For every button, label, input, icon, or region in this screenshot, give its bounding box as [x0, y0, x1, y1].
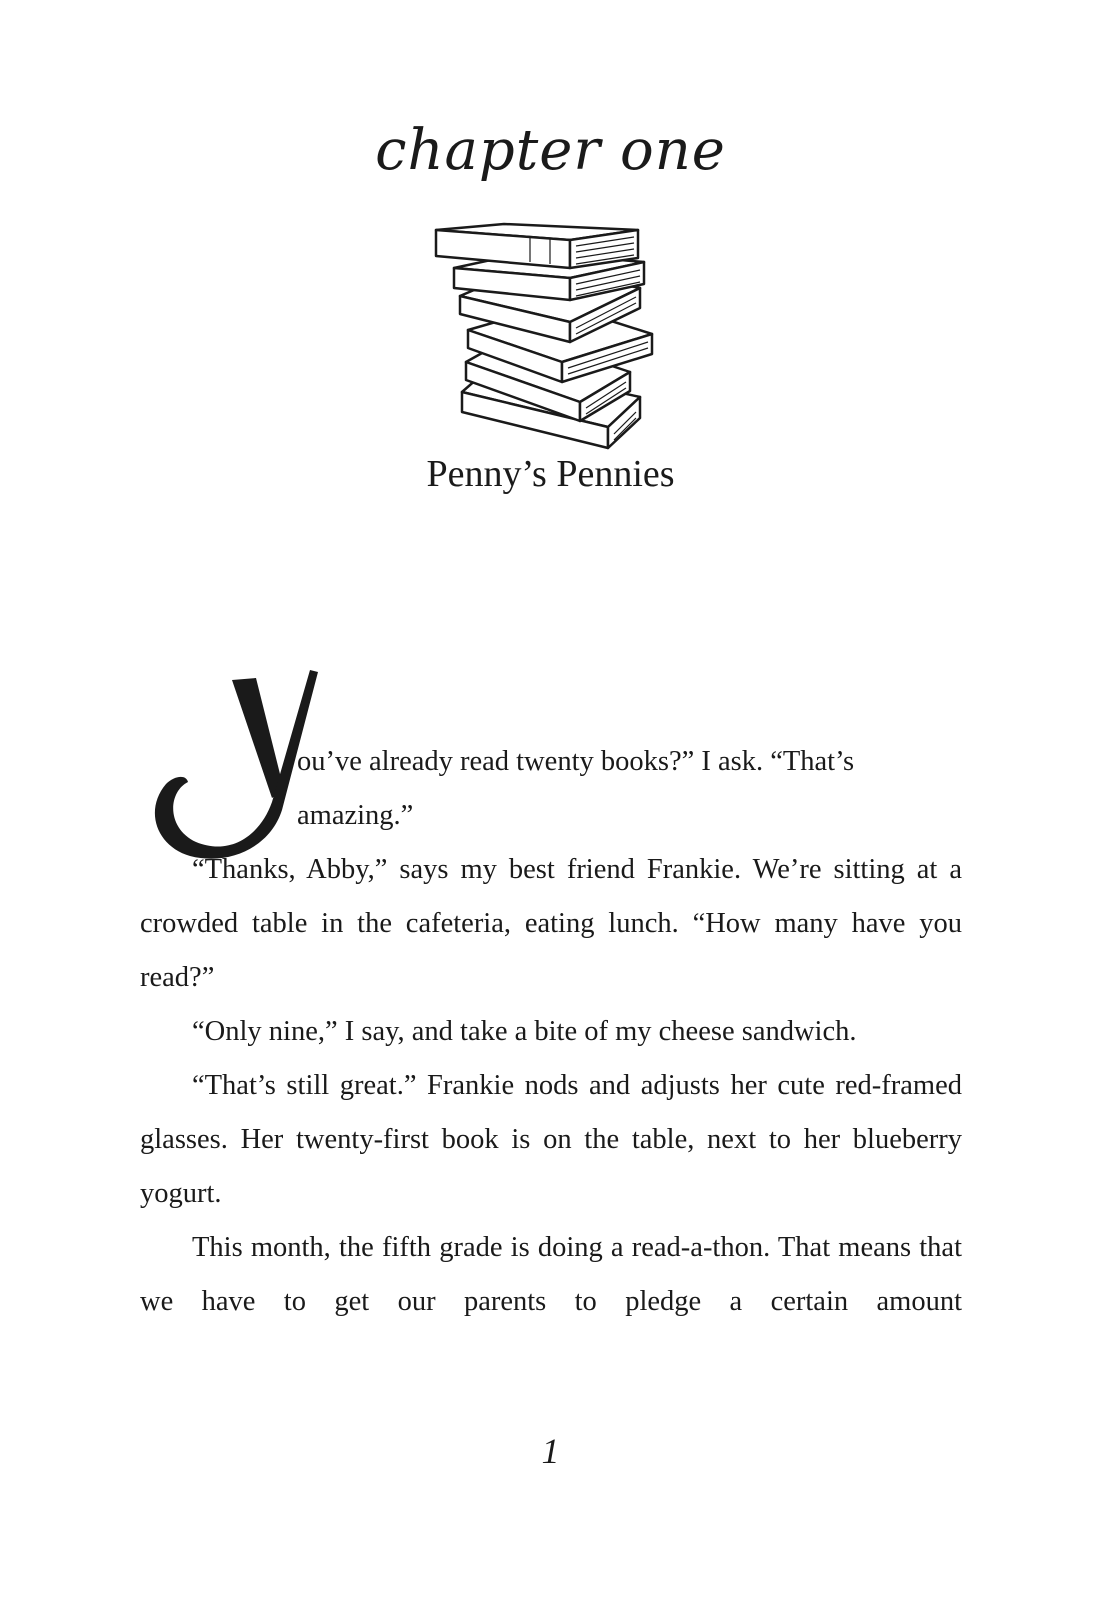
chapter-title: Penny’s Pennies	[426, 453, 675, 495]
paragraph-1-line-1: ou’ve already read twenty books?” I ask. “That’s	[297, 746, 855, 777]
body-text	[140, 735, 962, 1329]
paragraph-3: “Only nine,” I say, and take a bite of my cheese sandwich.	[192, 1016, 857, 1047]
paragraph-4: “That’s still great.” Frankie nods and adjusts her cute red-framed glasses. Her twenty-first book is on the table, next to her blueberry yogurt.	[140, 1070, 962, 1209]
paragraph-1-line-2: amazing.”	[297, 800, 414, 831]
paragraph-1	[140, 735, 962, 843]
chapter-heading: chapter one	[375, 118, 726, 183]
paragraph-2: “Thanks, Abby,” says my best friend Frankie. We’re sitting at a crowded table in the cafeteria, eating lunch. “How many have you read?”	[140, 854, 962, 993]
book-stack-icon	[430, 222, 670, 454]
page-number: 1	[541, 1431, 560, 1471]
paragraph-5: This month, the fifth grade is doing a read-a-thon. That means that we have to get our parents to pledge a certain amount	[140, 1232, 962, 1317]
